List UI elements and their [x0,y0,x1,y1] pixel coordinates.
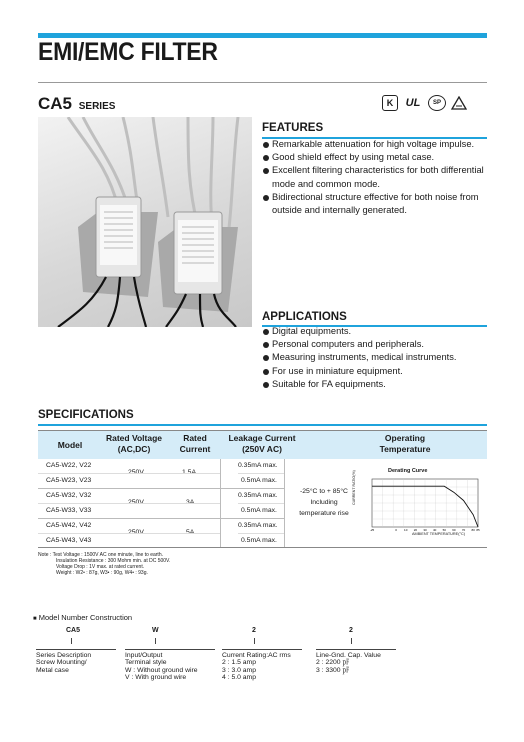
code-series: CA5 [66,627,81,634]
desc-terminal [125,649,215,682]
desc-line: 2 : 1.5 amp [222,659,257,667]
k-mark-icon: K [382,95,398,111]
desc-line: Line-Gnd. Cap. Value [316,652,381,659]
feature-item: Good shield effect by using metal case. [262,151,492,164]
header-divider [38,82,487,83]
derating-title: Derating Curve [388,468,428,474]
desc-line: W : Without ground wire [125,666,198,674]
x-tick-label: 20 [413,528,418,532]
x-tick-label: -25 [369,528,375,532]
tick [351,638,352,644]
col-voltage: Rated Voltage (AC,DC) [105,433,163,454]
x-tick-label: 30 [423,528,427,532]
x-tick-label: 50 [442,528,446,532]
table-row-model: CA5-W32, V32 [46,492,92,499]
desc-series [36,649,116,674]
desc-line: Screw Mounting/ [36,659,87,667]
csa-icon: SP [428,95,446,111]
table-row-model: CA5-W22, V22 [46,462,92,469]
table-row-model: CA5-W23, V23 [46,477,92,484]
ul-icon: UL [405,97,421,109]
tick [155,638,156,644]
divider [220,459,221,547]
desc-line: 3 : 3.0 amp [222,666,257,674]
note-line: Insulation Resistance : 300 Mohm min. at DC 500V. [56,558,171,564]
application-item: Measuring instruments, medical instruments. [262,351,492,364]
applications-list [262,325,492,391]
model-number-heading: ■ Model Number Construction [33,613,133,622]
desc-current [222,649,302,682]
desc-line: V : With ground wire [125,674,187,682]
page-title: EMI/EMC FILTER [38,38,218,66]
table-row-leakage: 0.35mA max. [238,522,278,529]
series-suffix: SERIES [78,101,116,112]
x-tick-label: 10 [404,528,408,532]
ce-triangle-icon [451,96,467,110]
applications-heading: APPLICATIONS [262,311,347,323]
tick [254,638,255,644]
series-title [38,94,115,114]
filter-illustration [38,117,252,327]
tick [71,638,72,644]
temperature-line: temperature rise [299,510,349,517]
col-model: Model [57,440,83,450]
desc-line: Current Rating:AC rms [222,652,291,659]
spec-notes [38,552,170,576]
spec-table [38,430,487,548]
derating-xlabel: AMBIENT TEMPERATURE(°C) [412,532,465,536]
product-photo [38,117,252,327]
x-tick-label: 85 [476,528,480,532]
certification-marks [382,95,467,111]
desc-line: 3 : 3300 ㎊ [316,666,350,674]
specifications-rule [38,424,487,426]
feature-item: Remarkable attenuation for high voltage impulse. [262,138,492,151]
note-line: Voltage Drop : 1V max. at rated current. [56,564,145,570]
series-main: CA5 [38,94,73,113]
application-item: Digital equipments. [262,325,492,338]
desc-line: 4 : 5.0 amp [222,674,257,682]
x-tick-label: 70 [461,528,466,532]
desc-line: Series Description [36,652,92,659]
table-row-leakage: 0.35mA max. [238,462,278,469]
note-line: Note : Test Voltage : 1500V AC one minute, line to earth. [38,552,163,558]
features-list [262,138,492,217]
desc-capacitance [316,649,396,674]
application-item: For use in miniature equipment. [262,365,492,378]
code-terminal: W [152,627,159,634]
x-tick-label: 60 [452,528,456,532]
col-leakage: Leakage Current (250V AC) [228,433,296,454]
table-row-leakage: 0.35mA max. [238,492,278,499]
desc-line: Metal case [36,666,69,674]
table-row-leakage: 0.5mA max. [241,507,277,514]
table-row-leakage: 0.5mA max. [241,537,277,544]
derating-chart [352,461,484,545]
divider [284,459,285,547]
x-tick-label: 40 [432,528,437,532]
note-line: Weight : W2• : 87g, W3• : 90g, W4• : 93g. [56,570,148,576]
feature-item: Excellent filtering characteristics for both differential mode and common mode. [262,164,492,190]
application-item: Personal computers and peripherals. [262,338,492,351]
table-row-leakage: 0.5mA max. [241,477,277,484]
feature-item: Bidirectional structure effective for both noise from outside and internally generated. [262,191,492,217]
model-number-heading-text: Model Number Construction [38,613,133,622]
desc-line: Terminal style [125,659,167,667]
temperature-line: -25°C to + 85°C [300,488,348,495]
table-row-model: CA5-W33, V33 [46,507,92,514]
code-current: 2 [252,627,256,634]
col-temperature: Operating Temperature [379,433,431,454]
table-row-model: CA5-W42, V42 [46,522,92,529]
temperature-cell [290,486,358,519]
features-heading: FEATURES [262,122,324,134]
desc-line: Input/Output [125,652,163,659]
derating-ylabel: CURRENT RATIO(%) [352,470,356,505]
table-row-model: CA5-W43, V43 [46,537,92,544]
x-tick-label: 0 [395,528,397,532]
application-item: Suitable for FA equipments. [262,378,492,391]
x-tick-label: 80 [471,528,475,532]
col-current: Rated Current [179,433,211,454]
temperature-line: Including [310,499,338,506]
code-capacitance: 2 [349,627,353,634]
desc-line: 2 : 2200 ㎊ [316,659,350,667]
specifications-heading: SPECIFICATIONS [38,409,134,421]
